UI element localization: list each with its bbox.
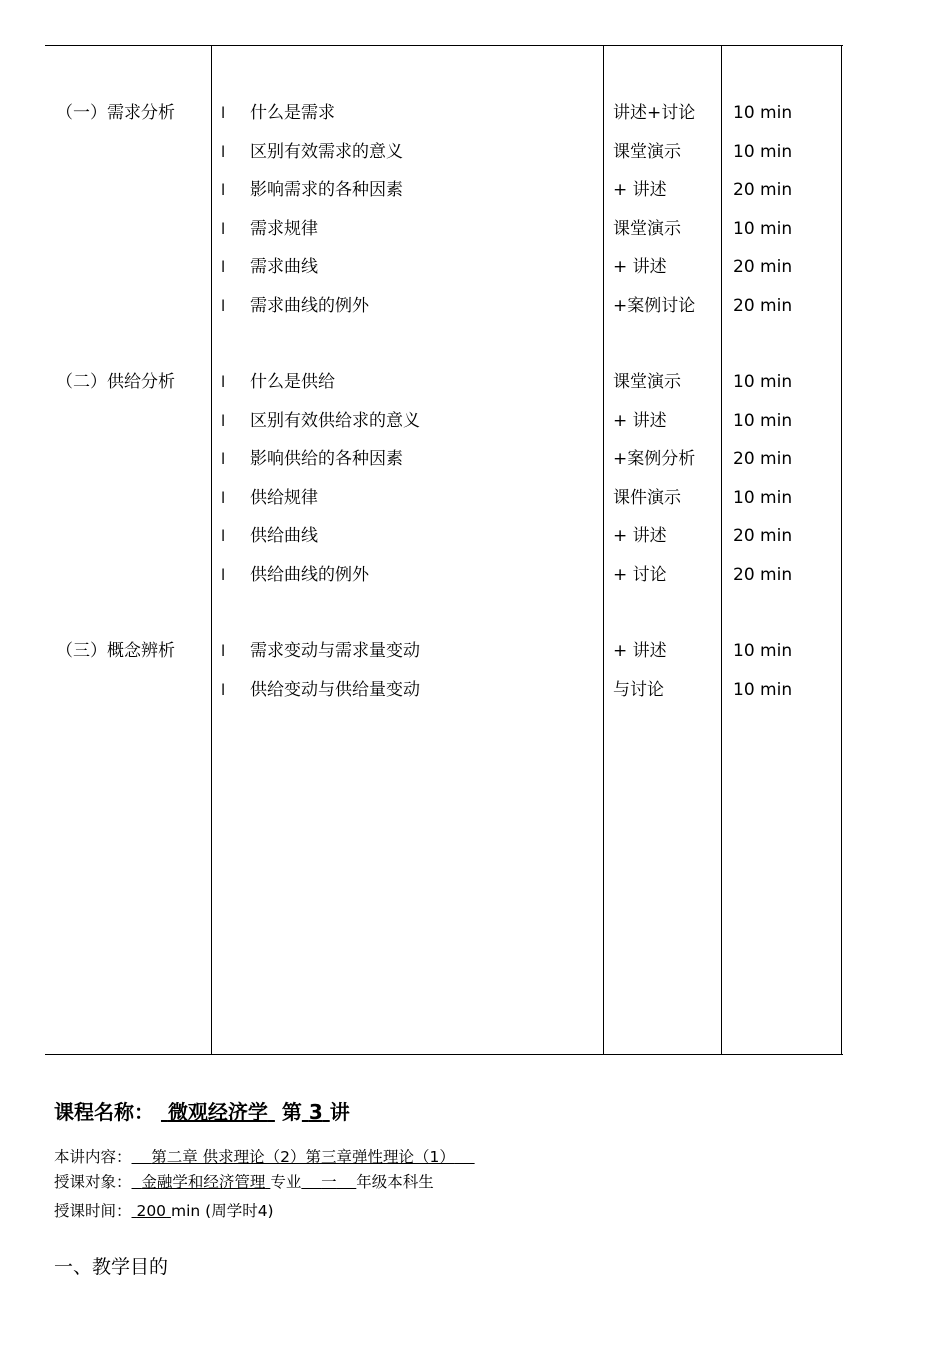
topic-cell: 区别有效需求的意义 [250,141,403,162]
audience-major-suffix: 专业 [270,1173,302,1191]
course-title-label: 课程名称： [54,1100,154,1124]
bullet-marker: l [221,258,226,276]
method-cell: + 讲述 [613,410,667,431]
topic-cell: 供给规律 [250,487,318,508]
bullet-marker: l [221,488,226,507]
bullet-marker: l [221,527,226,545]
time-cell: 10 min [733,372,793,392]
topic-cell: 需求规律 [250,218,318,239]
topic-cell: 区别有效供给求的意义 [250,410,420,431]
topic-cell: 影响供给的各种因素 [250,449,403,469]
method-cell: +案例分析 [613,449,696,469]
topic-cell: 什么是需求 [250,103,335,123]
time-cell: 20 min [733,526,793,546]
topic-cell: 供给变动与供给量变动 [250,679,420,700]
time-cell: 10 min [733,641,793,661]
time-cell: 20 min [733,564,793,585]
time-cell: 10 min [733,218,793,239]
column-divider [603,46,604,1054]
time-suffix: min (周学时4) [170,1202,274,1220]
time-cell: 10 min [733,141,793,162]
bullet-marker: l [221,142,226,161]
time-label: 授课时间： [54,1202,132,1220]
method-cell: + 讨论 [613,564,667,585]
audience-year: 一 [321,1173,337,1191]
method-cell: + 讲述 [613,257,667,277]
bullet-marker: l [221,219,226,238]
bullet-marker: l [221,642,226,660]
bullet-marker: l [221,373,226,391]
method-cell: + 讲述 [613,526,667,546]
audience-year-suffix: 年级本科生 [356,1173,434,1191]
time-cell: 20 min [733,257,793,277]
method-cell: 讲述+讨论 [613,103,696,123]
time-cell: 10 min [733,679,793,700]
time-cell: 20 min [733,449,793,469]
bullet-marker: l [221,104,226,122]
time-cell: 20 min [733,295,793,316]
topic-cell: 影响需求的各种因素 [250,180,403,200]
time-cell: 10 min [733,487,793,508]
method-cell: +案例讨论 [613,295,696,316]
bullet-marker: l [221,411,226,430]
topic-cell: 供给曲线 [250,526,318,546]
audience-major: 金融学和经济管理 [141,1173,266,1191]
method-cell: 与讨论 [613,679,664,700]
method-cell: 课堂演示 [613,141,681,162]
bullet-marker: l [221,296,226,315]
content-label: 本讲内容： [54,1148,132,1166]
method-cell: 课堂演示 [613,372,681,392]
section-label: （一）需求分析 [56,103,175,123]
lecture-content-line [54,1147,475,1167]
method-cell: 课件演示 [613,487,681,508]
bullet-marker: l [221,181,226,199]
method-cell: + 讲述 [613,180,667,200]
lesson-plan-table [45,45,843,1055]
topic-cell: 需求曲线 [250,257,318,277]
topic-cell: 需求变动与需求量变动 [250,641,420,661]
time-value: 200 [136,1202,167,1220]
audience-label: 授课对象： [54,1173,132,1191]
section-label: （三）概念辨析 [56,641,175,661]
time-cell: 10 min [733,410,793,431]
bullet-marker: l [221,565,226,584]
lecture-suffix: 讲 [329,1100,350,1124]
lecture-time-line [54,1201,274,1221]
lecture-number: 3 [308,1100,323,1124]
method-cell: 课堂演示 [613,218,681,239]
topic-cell: 供给曲线的例外 [250,564,369,585]
topic-cell: 需求曲线的例外 [250,295,369,316]
bullet-marker: l [221,450,226,468]
time-cell: 10 min [733,103,793,123]
method-cell: + 讲述 [613,641,667,661]
content-value: 第二章 供求理论（2）第三章弹性理论（1） [151,1148,455,1166]
course-title [54,1096,350,1125]
section-label: （二）供给分析 [56,372,175,392]
section-heading: 一、教学目的 [54,1256,169,1278]
audience-line [54,1172,434,1192]
column-divider [721,46,722,1054]
bullet-marker: l [221,680,226,699]
lecture-prefix: 第 [281,1100,302,1124]
topic-cell: 什么是供给 [250,372,335,392]
time-cell: 20 min [733,180,793,200]
column-divider [211,46,212,1054]
column-divider [841,46,842,1054]
course-name: 微观经济学 [167,1100,268,1124]
